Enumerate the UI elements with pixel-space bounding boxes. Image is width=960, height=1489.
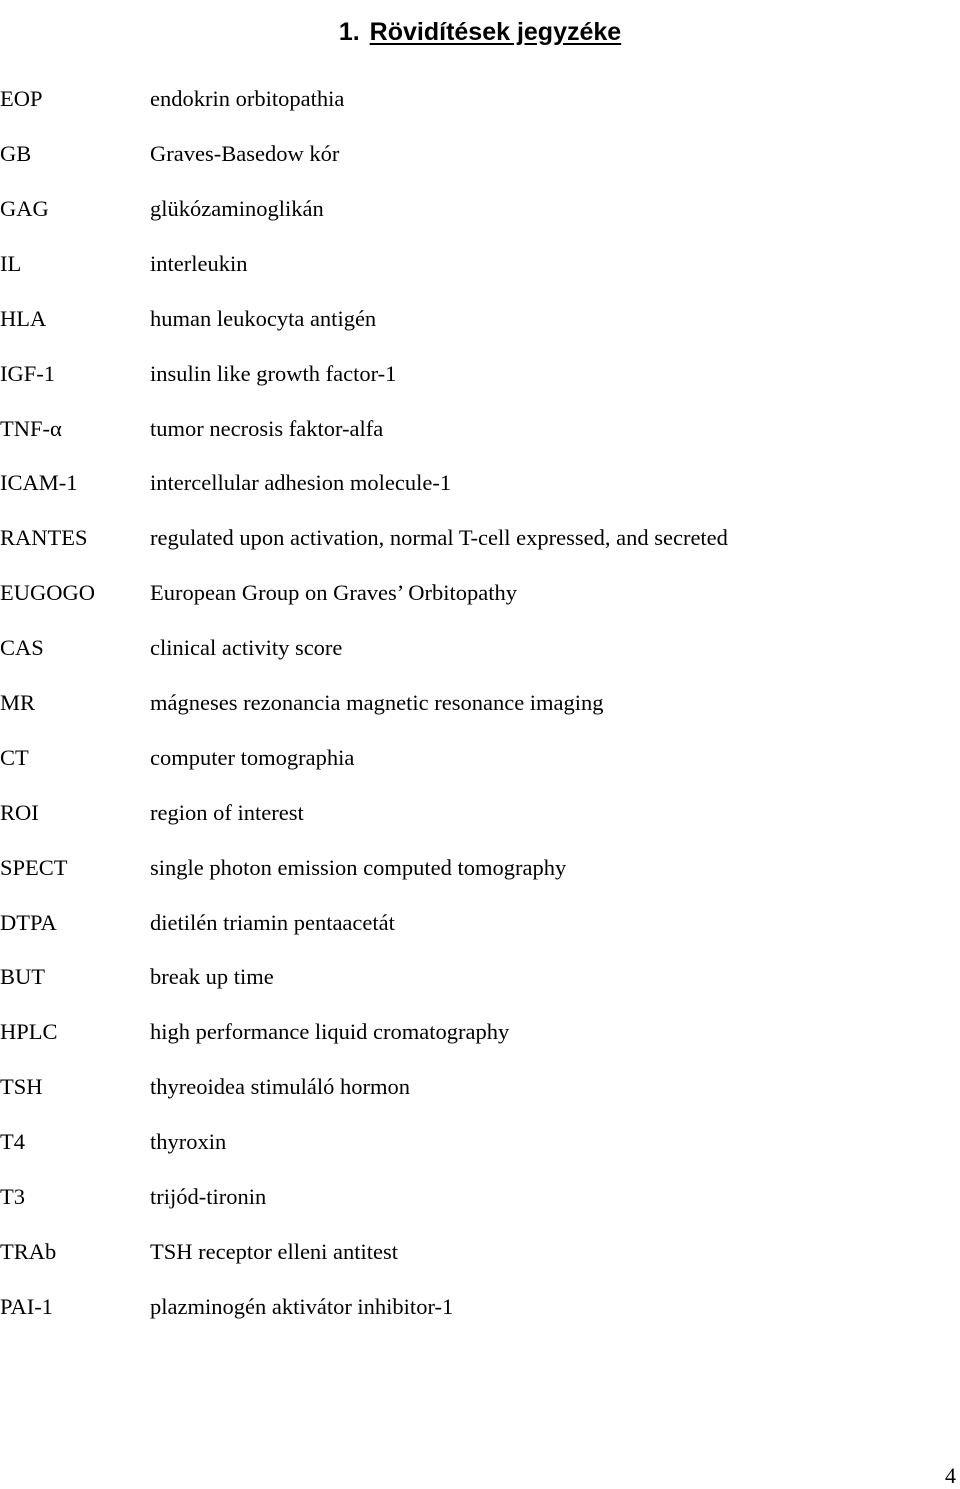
abbreviation-row <box>0 1005 960 1060</box>
abbreviation-definition: thyroxin <box>150 1129 227 1155</box>
abbreviation-list <box>0 72 960 1334</box>
abbreviation-row <box>0 676 960 731</box>
abbreviation-row <box>0 566 960 621</box>
abbreviation-row <box>0 621 960 676</box>
abbreviation-term: SPECT <box>0 854 68 880</box>
abbreviation-term: IGF-1 <box>0 360 55 386</box>
abbreviation-row <box>0 401 960 456</box>
abbreviation-term: HPLC <box>0 1019 58 1045</box>
abbreviation-term: ICAM-1 <box>0 470 78 496</box>
section-number: 1. <box>338 17 360 46</box>
abbreviation-term: DTPA <box>0 909 57 935</box>
abbreviation-row <box>0 731 960 786</box>
abbreviation-term: HLA <box>0 305 47 331</box>
abbreviation-row <box>0 1115 960 1170</box>
abbreviation-row <box>0 895 960 950</box>
abbreviation-definition: glükózaminoglikán <box>150 195 324 221</box>
abbreviation-row <box>0 346 960 401</box>
abbreviation-definition: tumor necrosis faktor-alfa <box>150 415 384 441</box>
abbreviation-definition: high performance liquid cromatography <box>150 1019 510 1045</box>
abbreviation-definition: Graves-Basedow kór <box>150 141 340 167</box>
abbreviation-term: GB <box>0 141 32 167</box>
abbreviation-row <box>0 1060 960 1115</box>
abbreviation-definition: interleukin <box>150 250 248 276</box>
abbreviation-definition: dietilén triamin pentaacetát <box>150 909 395 935</box>
abbreviation-row <box>0 786 960 841</box>
abbreviation-definition: insulin like growth factor-1 <box>150 360 397 386</box>
abbreviation-definition: endokrin orbitopathia <box>150 86 345 112</box>
abbreviation-term: T4 <box>0 1129 25 1155</box>
abbreviation-row <box>0 1170 960 1225</box>
abbreviation-row <box>0 127 960 182</box>
abbreviation-definition: single photon emission computed tomography <box>150 854 567 880</box>
abbreviation-definition: TSH receptor elleni antitest <box>150 1238 399 1264</box>
abbreviation-row <box>0 1225 960 1280</box>
abbreviation-definition: mágneses rezonancia magnetic resonance imaging <box>150 689 604 715</box>
abbreviation-term: TRAb <box>0 1238 57 1264</box>
abbreviation-definition: region of interest <box>150 799 304 825</box>
abbreviation-definition: thyreoidea stimuláló hormon <box>150 1074 410 1100</box>
abbreviation-term: BUT <box>0 964 45 990</box>
abbreviation-term: EOP <box>0 86 43 112</box>
abbreviation-definition: trijód-tironin <box>150 1184 267 1209</box>
abbreviation-term: EUGOGO <box>0 580 95 606</box>
abbreviation-term: CT <box>0 744 29 770</box>
abbreviation-term: RANTES <box>0 525 88 551</box>
abbreviation-definition: European Group on Graves’ Orbitopathy <box>150 580 517 606</box>
abbreviation-term: TSH <box>0 1074 43 1100</box>
page-number: 4 <box>945 1463 956 1488</box>
abbreviation-definition: regulated upon activation, normal T-cell expressed, and secreted <box>150 525 728 551</box>
abbreviation-row <box>0 292 960 347</box>
abbreviation-definition: break up time <box>150 964 274 990</box>
abbreviation-row <box>0 456 960 511</box>
abbreviation-term: ROI <box>0 799 39 825</box>
abbreviation-row <box>0 511 960 566</box>
abbreviation-row <box>0 182 960 237</box>
abbreviation-term: TNF-α <box>0 415 62 441</box>
abbreviation-term: MR <box>0 689 36 715</box>
abbreviation-definition: computer tomographia <box>150 744 355 770</box>
abbreviation-row <box>0 840 960 895</box>
abbreviation-row <box>0 1280 960 1335</box>
abbreviation-term: IL <box>0 250 22 276</box>
section-title: Rövidítések jegyzéke <box>369 17 622 46</box>
abbreviation-term: GAG <box>0 195 49 221</box>
abbreviation-row <box>0 72 960 127</box>
abbreviation-term: PAI-1 <box>0 1293 53 1319</box>
abbreviation-term: CAS <box>0 635 44 661</box>
abbreviation-definition: human leukocyta antigén <box>150 305 377 331</box>
abbreviation-definition: intercellular adhesion molecule-1 <box>150 470 452 496</box>
abbreviation-definition: clinical activity score <box>150 635 343 661</box>
abbreviation-term: T3 <box>0 1184 25 1209</box>
abbreviation-definition: plazminogén aktivátor inhibitor-1 <box>150 1293 454 1319</box>
abbreviation-row <box>0 237 960 292</box>
page-heading <box>0 17 960 51</box>
abbreviation-row <box>0 950 960 1005</box>
